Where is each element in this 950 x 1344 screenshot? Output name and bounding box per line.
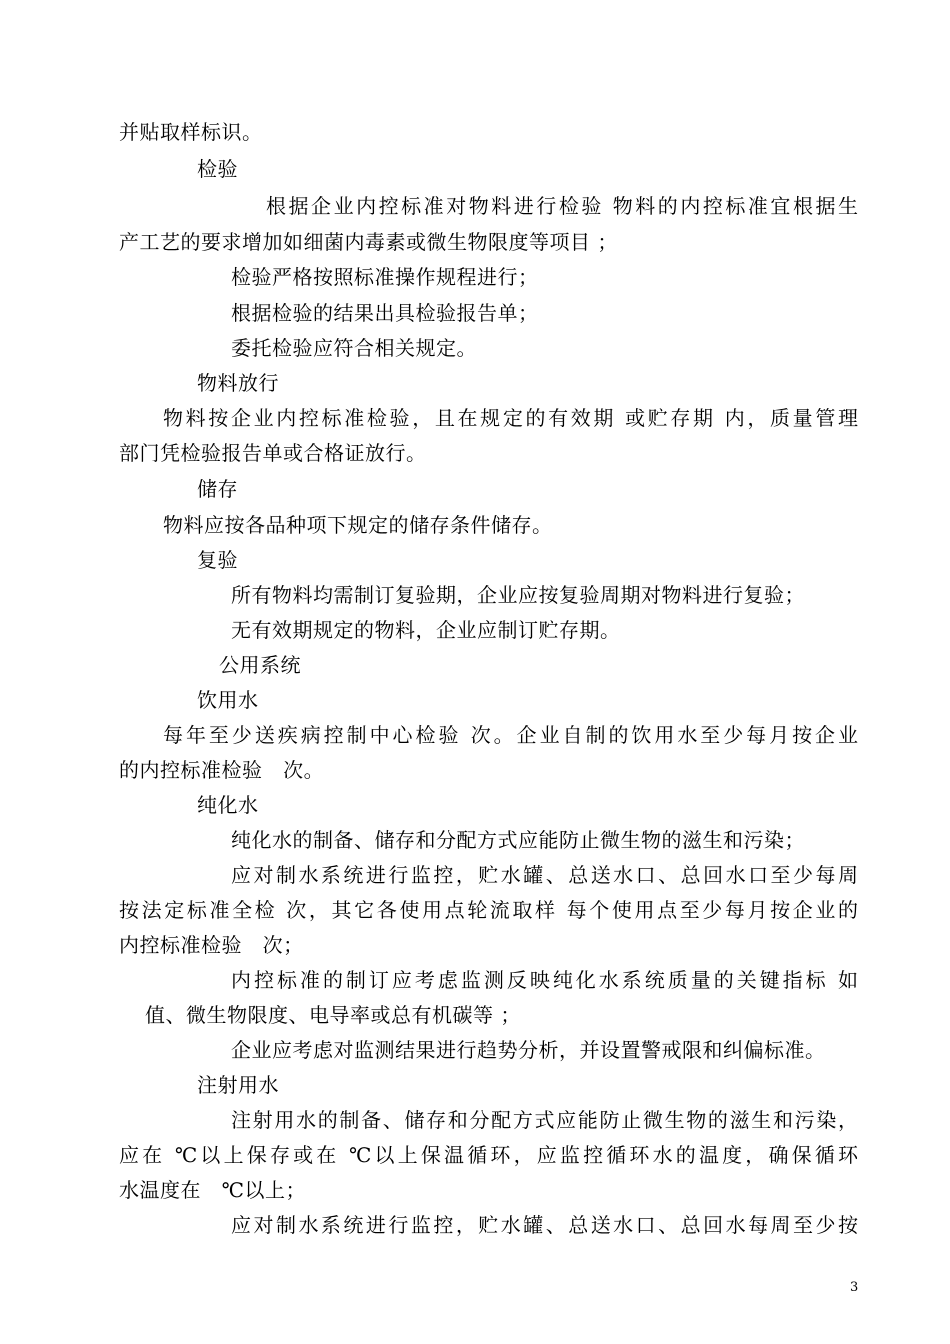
page-number: 3 (850, 1280, 859, 1295)
text-line: 内控标准检验 次； (119, 933, 304, 957)
section-heading: 饮用水 (197, 688, 259, 712)
text-line: 水温度在 ℃以上； (119, 1178, 306, 1202)
text-line: 物料应按各品种项下规定的储存条件储存。 (163, 513, 553, 537)
text-line: 并贴取样标识。 (119, 120, 263, 144)
list-item: 应对制水系统进行监控，贮水罐、总送水口、总回水每周至少按 (231, 1213, 858, 1237)
list-item: 内控标准的制订应考虑监测反映纯化水系统质量的关键指标 如 (231, 968, 858, 992)
section-heading: 注射用水 (197, 1073, 279, 1097)
section-heading: 储存 (197, 477, 238, 501)
section-heading: 复验 (197, 548, 238, 572)
list-item: 委托检验应符合相关规定。 (231, 336, 477, 360)
list-item: 根据检验的结果出具检验报告单； (231, 301, 539, 325)
list-item: 应对制水系统进行监控，贮水罐、总送水口、总回水口至少每周 (231, 863, 858, 887)
text-line: 应在 ℃以上保存或在 ℃以上保温循环，应监控循环水的温度，确保循环 (119, 1143, 858, 1167)
section-heading: 检验 (197, 157, 238, 181)
list-item: 注射用水的制备、储存和分配方式应能防止微生物的滋生和污染， (231, 1108, 858, 1132)
section-heading: 公用系统 (219, 653, 301, 677)
text-line: 根据企业内控标准对物料进行检验 物料的内控标准宜根据生 (266, 194, 858, 218)
text-line: 的内控标准检验 次。 (119, 758, 325, 782)
list-item: 检验严格按照标准操作规程进行； (231, 265, 539, 289)
text-line: 值、微生物限度、电导率或总有机碳等 ； (145, 1003, 521, 1027)
list-item: 纯化水的制备、储存和分配方式应能防止微生物的滋生和污染； (231, 828, 805, 852)
section-heading: 物料放行 (197, 371, 279, 395)
text-line: 部门凭检验报告单或合格证放行。 (119, 441, 427, 465)
text-line: 按法定标准全检 次，其它各使用点轮流取样 每个使用点至少每月按企业的 (119, 898, 858, 922)
text-line: 物料按企业内控标准检验，且在规定的有效期 或贮存期 内，质量管理 (163, 406, 858, 430)
text-line: 每年至少送疾病控制中心检验 次。企业自制的饮用水至少每月按企业 (163, 723, 858, 747)
list-item: 无有效期规定的物料，企业应制订贮存期。 (231, 618, 621, 642)
list-item: 所有物料均需制订复验期，企业应按复验周期对物料进行复验； (231, 583, 805, 607)
list-item: 企业应考虑对监测结果进行趋势分析，并设置警戒限和纠偏标准。 (231, 1038, 826, 1062)
text-line: 产工艺的要求增加如细菌内毒素或微生物限度等项目 ； (119, 230, 618, 254)
section-heading: 纯化水 (197, 793, 259, 817)
